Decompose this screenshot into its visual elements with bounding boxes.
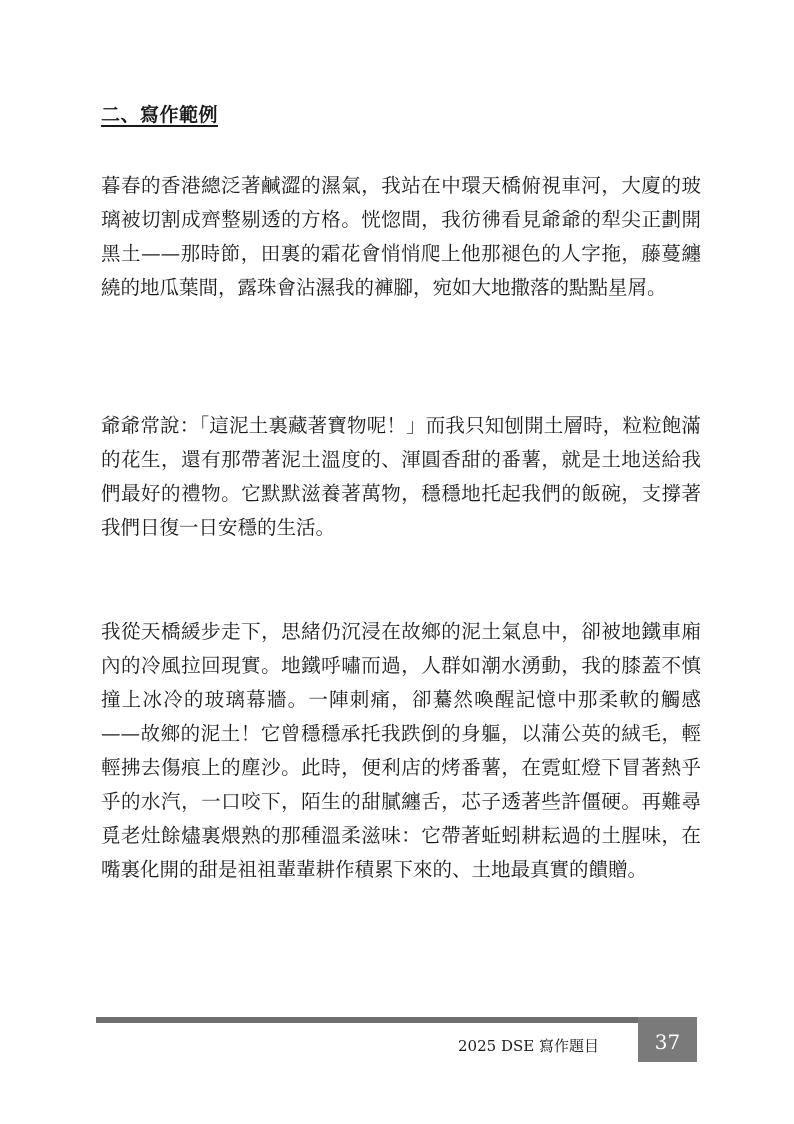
page-number: 37 [638, 1017, 697, 1062]
body-paragraph: 爺爺常說：「這泥土裏藏著寶物呢！」而我只知刨開土層時，粒粒飽滿的花生，還有那帶著泥土溫度的、渾圓香甜的番薯，就是土地送給我們最好的禮物。它默默滋養著萬物，穩穩地托起我們的飯碗，支撐著我們日復一日安穩的生活。 [101, 414, 701, 539]
footer-rule [96, 1017, 697, 1023]
section-heading: 二、寫作範例 [101, 104, 219, 126]
footer-title: 2025 DSE 寫作題目 [458, 1037, 599, 1055]
body-paragraph: 暮春的香港總泛著鹹澀的濕氣，我站在中環天橋俯視車河，大廈的玻璃被切割成齊整剔透的方格。恍惚間，我彷彿看見爺爺的犁尖正劃開黑土——那時節，田裏的霜花會悄悄爬上他那褪色的人字拖，藤蔓纏繞的地瓜葉間，露珠會沾濕我的褲腳，宛如大地撒落的點點星屑。 [101, 174, 701, 299]
body-paragraph: 我從天橋緩步走下，思緒仍沉浸在故鄉的泥土氣息中，卻被地鐵車廂內的冷風拉回現實。地鐵呼嘯而過，人群如潮水湧動，我的膝蓋不慎撞上冰冷的玻璃幕牆。一陣刺痛，卻驀然喚醒記憶中那柔軟的觸感——故鄉的泥土！它曾穩穩承托我跌倒的身軀，以蒲公英的絨毛，輕輕拂去傷痕上的塵沙。此時，便利店的烤番薯，在霓虹燈下冒著熱乎乎的水汽，一口咬下，陌生的甜膩纏舌，芯子透著些許僵硬。再難尋覓老灶餘燼裏煨熟的那種溫柔滋味：它帶著蚯蚓耕耘過的土腥味，在嘴裏化開的甜是祖祖輩輩耕作積累下來的、土地最真實的饋贈。 [101, 620, 701, 881]
